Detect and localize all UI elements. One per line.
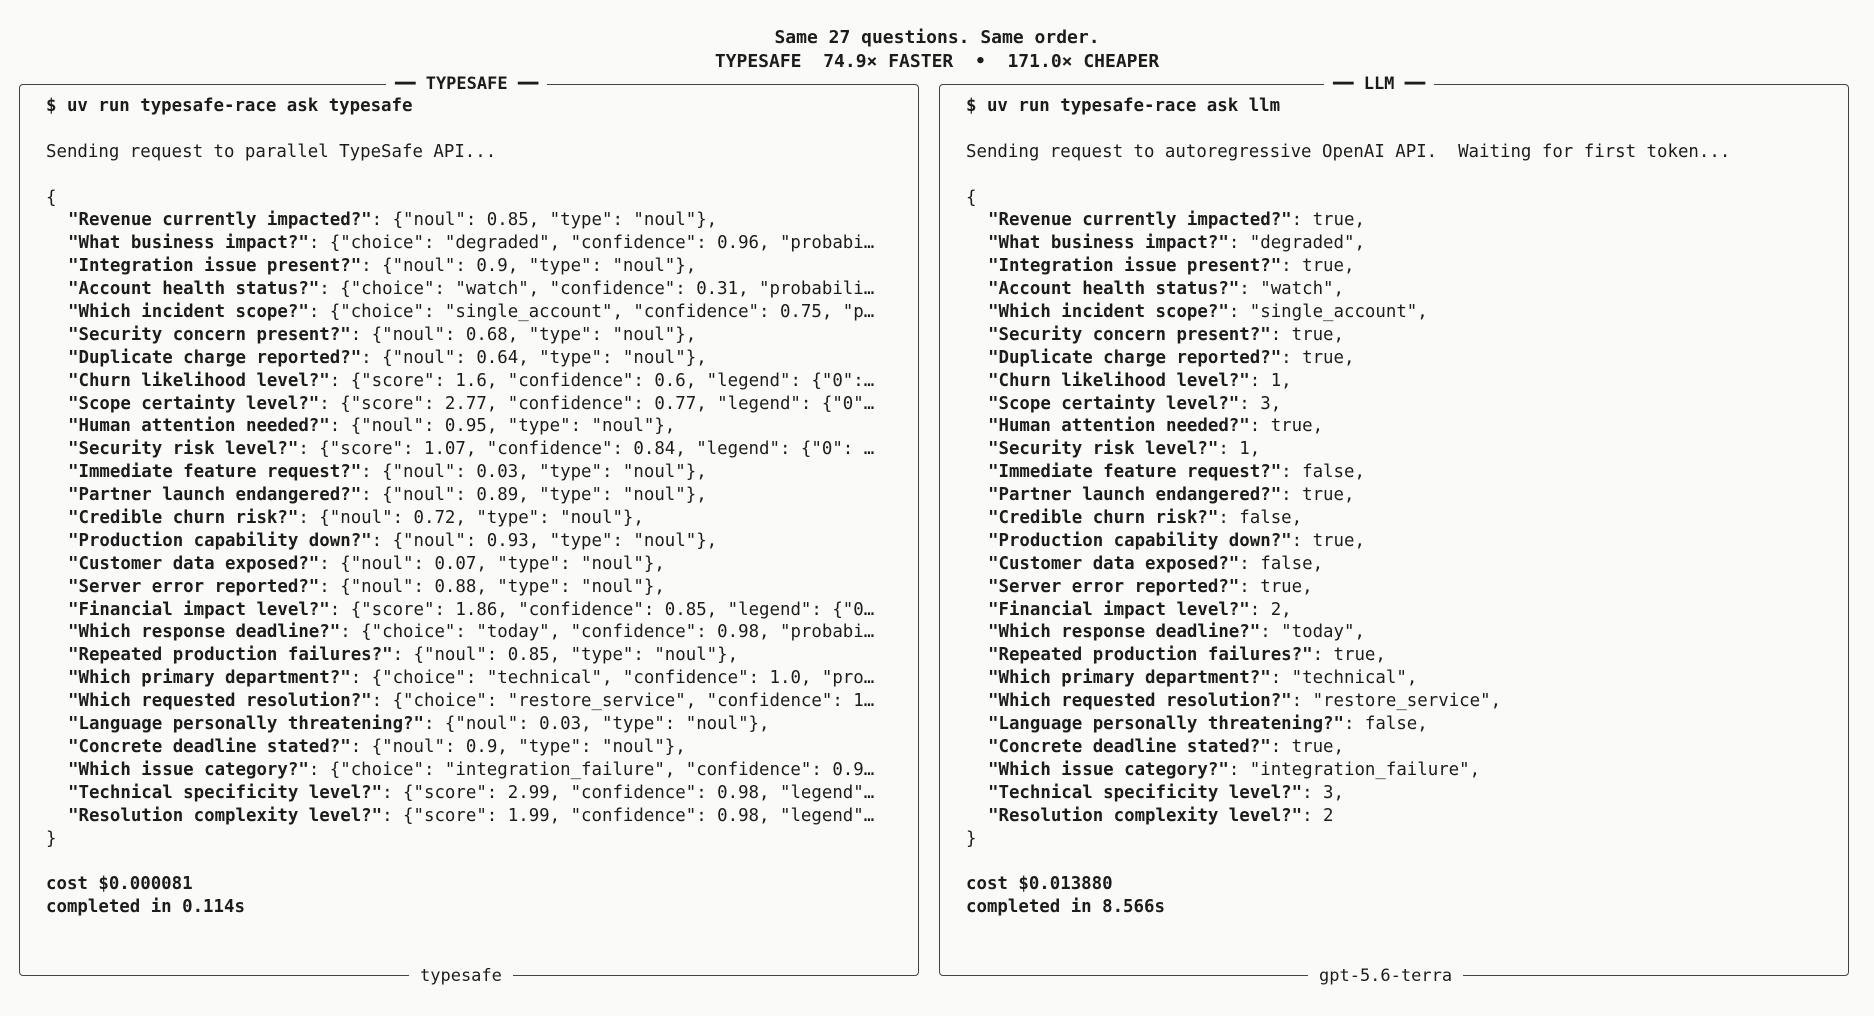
json-value: : {"choice": "technical", "confidence": 1.0, "pro… — [350, 668, 875, 689]
json-value: : {"choice": "today", "confidence": 0.98, "probabi… — [340, 622, 875, 643]
json-key: "Duplicate charge reported?" — [988, 347, 1282, 368]
status-line: Sending request to autoregressive OpenAI API. Waiting for first token... — [966, 141, 1731, 162]
json-line — [46, 301, 892, 324]
json-key: "Which issue category?" — [988, 759, 1229, 780]
json-line — [966, 736, 1822, 759]
json-key: "Which requested resolution?" — [68, 691, 372, 712]
json-line — [966, 484, 1822, 507]
json-value: : {"score": 2.99, "confidence": 0.98, "legend"… — [382, 782, 875, 803]
json-line — [46, 278, 892, 301]
json-value: : true, — [1249, 416, 1324, 437]
json-key: "Resolution complexity level?" — [988, 805, 1303, 826]
json-line — [46, 530, 892, 553]
json-value: : {"score": 1.07, "confidence": 0.84, "legend": {"0": … — [298, 439, 875, 460]
json-line — [966, 782, 1822, 805]
json-value: : true, — [1291, 530, 1365, 551]
json-open-brace: { — [966, 187, 977, 208]
json-line — [966, 553, 1822, 576]
json-line — [966, 805, 1822, 828]
json-key: "Account health status?" — [988, 279, 1240, 300]
json-key: "Churn likelihood level?" — [68, 370, 330, 391]
panel-title-typesafe: ━━ TYPESAFE ━━ — [386, 73, 547, 95]
json-value: : false, — [1281, 462, 1365, 483]
json-line — [966, 621, 1822, 644]
json-line — [46, 370, 892, 393]
json-line — [966, 507, 1822, 530]
json-line — [46, 621, 892, 644]
json-value: : "degraded", — [1228, 233, 1365, 254]
json-value: : {"noul": 0.9, "type": "noul"}, — [361, 256, 697, 277]
race-header — [0, 26, 1874, 74]
llm-terminal-panel — [939, 74, 1849, 986]
bullet-separator: • — [974, 51, 986, 72]
json-value: : {"noul": 0.85, "type": "noul"}, — [392, 645, 739, 666]
json-key: "Security concern present?" — [988, 324, 1271, 345]
json-key: "Revenue currently impacted?" — [68, 210, 372, 231]
json-key: "Credible churn risk?" — [68, 508, 299, 529]
command-line: $ uv run typesafe-race ask llm — [966, 96, 1281, 116]
json-key: "Which response deadline?" — [988, 622, 1261, 643]
json-value: : false, — [1343, 714, 1428, 735]
json-value: : {"noul": 0.85, "type": "noul"}, — [371, 210, 718, 231]
json-line — [966, 278, 1822, 301]
json-line — [966, 393, 1822, 416]
json-line — [46, 209, 892, 232]
terminal-output — [46, 95, 892, 919]
json-key: "Financial impact level?" — [68, 599, 330, 620]
json-line — [46, 324, 892, 347]
json-value: : {"score": 1.99, "confidence": 0.98, "legend"… — [382, 805, 875, 826]
json-key: "Concrete deadline stated?" — [988, 736, 1271, 757]
json-value: : {"noul": 0.89, "type": "noul"}, — [361, 485, 707, 506]
json-key: "Financial impact level?" — [988, 599, 1250, 620]
json-key: "Security risk level?" — [68, 439, 299, 460]
json-body — [966, 209, 1822, 827]
json-value: : true, — [1270, 324, 1344, 345]
json-value: : true, — [1281, 347, 1355, 368]
json-key: "Technical specificity level?" — [988, 782, 1303, 803]
status-line: Sending request to parallel TypeSafe API... — [46, 141, 497, 162]
json-key: "Partner launch endangered?" — [68, 485, 362, 506]
json-key: "Security risk level?" — [988, 439, 1219, 460]
json-value: : {"score": 1.6, "confidence": 0.6, "legend": {"0":… — [329, 370, 875, 391]
json-value: : "technical", — [1270, 668, 1418, 689]
json-key: "Credible churn risk?" — [988, 508, 1219, 529]
json-key: "Language personally threatening?" — [988, 714, 1344, 735]
json-key: "Customer data exposed?" — [68, 553, 320, 574]
json-line — [966, 347, 1822, 370]
json-line — [46, 393, 892, 416]
json-key: "Scope certainty level?" — [988, 393, 1240, 414]
json-line — [46, 782, 892, 805]
json-line — [966, 232, 1822, 255]
cost-line: cost $0.000081 — [46, 874, 193, 895]
json-key: "Which incident scope?" — [988, 302, 1229, 323]
json-value: : {"score": 1.86, "confidence": 0.85, "legend": {"0… — [329, 599, 875, 620]
json-line — [966, 370, 1822, 393]
json-key: "Revenue currently impacted?" — [988, 210, 1292, 231]
json-line — [966, 255, 1822, 278]
json-key: "What business impact?" — [988, 233, 1229, 254]
json-line — [966, 301, 1822, 324]
json-close-brace: } — [46, 828, 57, 849]
json-value: : {"noul": 0.64, "type": "noul"}, — [361, 347, 707, 368]
json-key: "Repeated production failures?" — [988, 645, 1313, 666]
json-value: : {"choice": "watch", "confidence": 0.31, "probabili… — [319, 279, 875, 300]
json-line — [966, 415, 1822, 438]
json-value: : 2, — [1249, 599, 1292, 620]
json-key: "Server error reported?" — [988, 576, 1240, 597]
json-value: : "single_account", — [1228, 302, 1428, 323]
json-value: : {"noul": 0.95, "type": "noul"}, — [329, 416, 676, 437]
json-value: : false, — [1239, 553, 1324, 574]
speed-ratio: 74.9× FASTER — [823, 51, 954, 72]
json-open-brace: { — [46, 187, 57, 208]
json-value: : {"noul": 0.88, "type": "noul"}, — [319, 576, 665, 597]
completed-line: completed in 8.566s — [966, 897, 1165, 918]
typesafe-terminal-panel — [19, 74, 919, 986]
json-line — [46, 644, 892, 667]
json-line — [46, 438, 892, 461]
json-value: : {"noul": 0.03, "type": "noul"}, — [361, 462, 707, 483]
json-value: : {"score": 2.77, "confidence": 0.77, "legend": {"0"… — [319, 393, 875, 414]
json-line — [966, 713, 1822, 736]
header-prefix: TYPESAFE — [714, 51, 802, 72]
json-key: "Scope certainty level?" — [68, 393, 320, 414]
json-value: : true, — [1281, 485, 1355, 506]
json-value: : {"noul": 0.68, "type": "noul"}, — [350, 324, 697, 345]
json-close-brace: } — [966, 828, 977, 849]
json-value: : {"noul": 0.9, "type": "noul"}, — [350, 736, 686, 757]
json-key: "Customer data exposed?" — [988, 553, 1240, 574]
json-line — [966, 759, 1822, 782]
json-value: : {"choice": "degraded", "confidence": 0.96, "probabi… — [308, 233, 875, 254]
json-key: "Integration issue present?" — [988, 256, 1282, 277]
json-body — [46, 209, 892, 827]
json-value: : 1, — [1218, 439, 1261, 460]
json-line — [46, 347, 892, 370]
json-line — [46, 667, 892, 690]
json-value: : false, — [1218, 508, 1303, 529]
json-line — [966, 599, 1822, 622]
json-value: : 3, — [1302, 782, 1344, 803]
json-key: "What business impact?" — [68, 233, 309, 254]
json-line — [46, 599, 892, 622]
json-value: : true, — [1270, 736, 1344, 757]
json-value: : "integration_failure", — [1228, 759, 1481, 780]
json-line — [966, 690, 1822, 713]
json-value: : 1, — [1249, 370, 1292, 391]
json-line — [46, 507, 892, 530]
json-value: : {"noul": 0.07, "type": "noul"}, — [319, 553, 665, 574]
json-value: : {"choice": "restore_service", "confidence": 1… — [371, 691, 875, 712]
json-key: "Integration issue present?" — [68, 256, 362, 277]
json-line — [46, 255, 892, 278]
json-value: : true, — [1281, 256, 1355, 277]
header-line-1: Same 27 questions. Same order. — [774, 27, 1100, 48]
json-key: "Which incident scope?" — [68, 302, 309, 323]
json-line — [46, 415, 892, 438]
json-key: "Production capability down?" — [988, 530, 1292, 551]
json-key: "Concrete deadline stated?" — [68, 736, 351, 757]
json-line — [966, 644, 1822, 667]
json-key: "Human attention needed?" — [988, 416, 1250, 437]
json-value: : {"noul": 0.03, "type": "noul"}, — [423, 714, 770, 735]
json-key: "Immediate feature request?" — [68, 462, 362, 483]
json-value: : {"choice": "integration_failure", "confidence": 0.9… — [308, 759, 875, 780]
json-key: "Partner launch endangered?" — [988, 485, 1282, 506]
json-key: "Duplicate charge reported?" — [68, 347, 362, 368]
json-value: : "today", — [1260, 622, 1365, 643]
json-key: "Production capability down?" — [68, 530, 372, 551]
panel-footer-llm: gpt-5.6-terra — [1308, 965, 1463, 987]
json-key: "Which issue category?" — [68, 759, 309, 780]
json-line — [46, 553, 892, 576]
json-line — [46, 461, 892, 484]
panel-footer-typesafe: typesafe — [409, 965, 513, 987]
json-line — [966, 438, 1822, 461]
json-line — [966, 461, 1822, 484]
json-key: "Technical specificity level?" — [68, 782, 383, 803]
json-line — [966, 576, 1822, 599]
json-line — [46, 805, 892, 828]
json-line — [46, 576, 892, 599]
json-line — [966, 530, 1822, 553]
json-value: : true, — [1239, 576, 1313, 597]
json-line — [46, 759, 892, 782]
json-value: : {"choice": "single_account", "confidence": 0.75, "p… — [308, 302, 875, 323]
json-value: : {"noul": 0.93, "type": "noul"}, — [371, 530, 718, 551]
json-value: : true, — [1312, 645, 1386, 666]
json-key: "Human attention needed?" — [68, 416, 330, 437]
command-line: $ uv run typesafe-race ask typesafe — [46, 96, 413, 116]
json-key: "Immediate feature request?" — [988, 462, 1282, 483]
panel-title-llm: ━━ LLM ━━ — [1324, 73, 1434, 95]
json-key: "Which response deadline?" — [68, 622, 341, 643]
json-value: : "restore_service", — [1291, 691, 1502, 712]
json-value: : {"noul": 0.72, "type": "noul"}, — [298, 508, 644, 529]
completed-line: completed in 0.114s — [46, 897, 245, 918]
header-line-2 — [0, 50, 1874, 74]
terminal-output — [966, 95, 1822, 919]
json-key: "Repeated production failures?" — [68, 645, 393, 666]
cost-line: cost $0.013880 — [966, 874, 1113, 895]
json-key: "Account health status?" — [68, 279, 320, 300]
json-key: "Which primary department?" — [988, 668, 1271, 689]
json-value: : true, — [1291, 210, 1365, 231]
json-key: "Server error reported?" — [68, 576, 320, 597]
json-line — [46, 690, 892, 713]
json-key: "Security concern present?" — [68, 324, 351, 345]
json-line — [966, 324, 1822, 347]
json-value: : 3, — [1239, 393, 1282, 414]
json-line — [46, 713, 892, 736]
json-line — [966, 209, 1822, 232]
json-value: : "watch", — [1239, 279, 1344, 300]
json-key: "Language personally threatening?" — [68, 714, 424, 735]
json-key: "Which requested resolution?" — [988, 691, 1292, 712]
json-value: : 2 — [1302, 805, 1334, 826]
json-line — [46, 484, 892, 507]
cost-ratio: 171.0× CHEAPER — [1007, 51, 1160, 72]
json-key: "Churn likelihood level?" — [988, 370, 1250, 391]
json-line — [46, 736, 892, 759]
json-key: "Which primary department?" — [68, 668, 351, 689]
json-key: "Resolution complexity level?" — [68, 805, 383, 826]
json-line — [46, 232, 892, 255]
json-line — [966, 667, 1822, 690]
